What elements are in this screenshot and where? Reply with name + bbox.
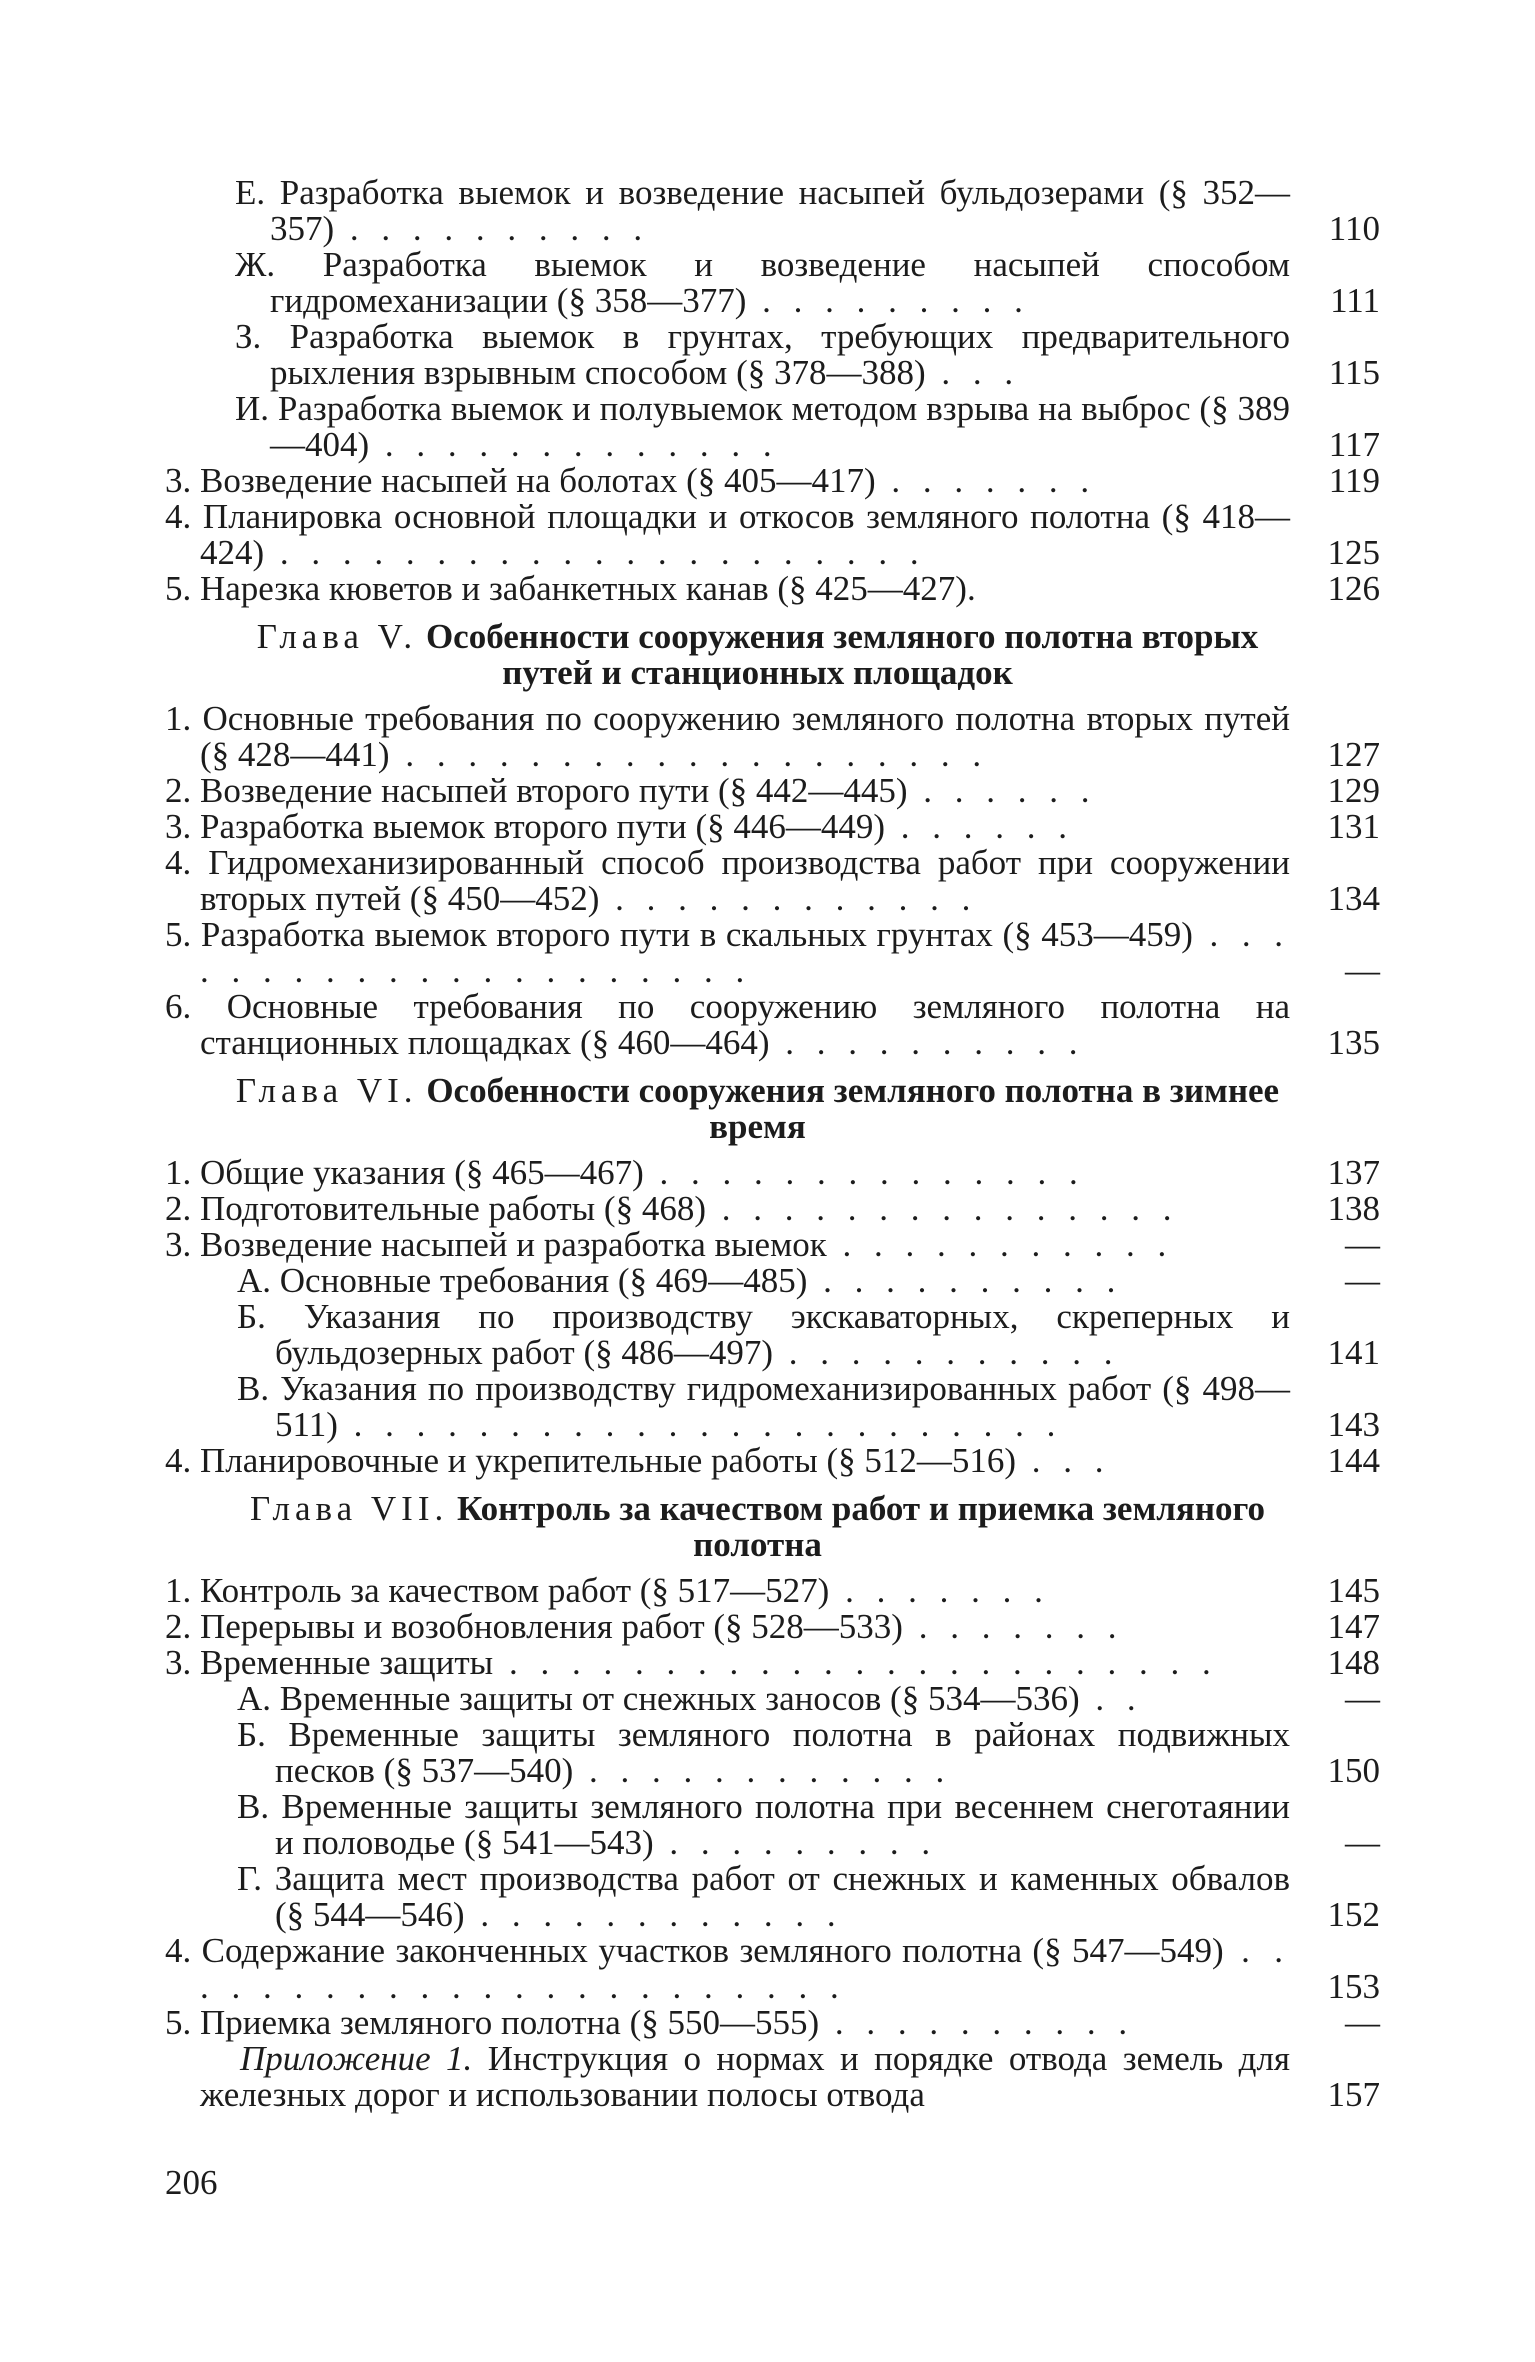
entry-title: 5. Разработка выемок второго пути в скальных грунтах (§ 453—459) [165,915,1193,954]
toc-entry [165,1299,1380,1371]
entry-title: 4. Гидромеханизированный способ производства работ при сооружении вторых путей (§ 450—452) [165,843,1290,918]
entry-page-number: 157 [1327,2075,1380,2114]
leader-dots: . . . . . . . . . . . . . . . . . . . . . [200,915,1291,990]
leader-dots: . . . . . . . . . . . [826,1225,1174,1264]
entry-title: 4. Планировка основной площадки и откосов земляного полотна (§ 418—424) [165,497,1290,572]
entry-page-number: 148 [1327,1643,1380,1682]
entry-title: А. Основные требования (§ 469—485) [237,1261,808,1300]
toc-entry [165,1443,1380,1479]
entry-page-number: 131 [1327,807,1380,846]
entry-page-number: 153 [1327,1967,1380,2006]
chapter-heading [165,1061,1380,1155]
entry-page-number: — [1345,951,1380,990]
toc-entry [165,175,1380,247]
chapter-heading [165,607,1380,701]
leader-dots: . . . . . . . . . . [769,1023,1085,1062]
leader-dots: . . . . . . . . . . . [773,1333,1120,1372]
toc-entry [165,1263,1380,1299]
leader-dots: . . . . . . . . . [746,281,1030,320]
toc-entry [165,1645,1380,1681]
toc-entry [165,1609,1380,1645]
entry-title: 5. Приемка земляного полотна (§ 550—555) [165,2003,820,2042]
entry-title: 4. Содержание законченных участков земляного полотна (§ 547—549) [165,1931,1224,1970]
entry-title: 6. Основные требования по сооружению земляного полотна на станционных площадках (§ 460—464) [165,987,1290,1062]
toc-entry [165,1573,1380,1609]
toc-entry [165,1681,1380,1717]
leader-dots: . . . . . . . . . . . . . . . . . . . . . . . [493,1643,1218,1682]
entry-page-number: 134 [1327,879,1380,918]
entry-title: 4. Планировочные и укрепительные работы (§ 512—516) [165,1441,1017,1480]
entry-page-number: 150 [1327,1751,1380,1790]
entry-title: 5. Нарезка кюветов и забанкетных канав (§ 425—427). [165,569,976,608]
entry-page-number: 137 [1327,1153,1380,1192]
entry-page-number: — [1345,1225,1380,1264]
entry-page-number: 119 [1328,461,1380,500]
entry-title: Б. Указания по производству экскаваторных, скреперных и бульдозерных работ (§ 486—497) [237,1297,1290,1372]
leader-dots: . . [1079,1679,1143,1718]
entry-title: В. Временные защиты земляного полотна при весеннем снеготаянии и половодье (§ 541—543) [237,1787,1290,1862]
chapter-title: Особенности сооружения земляного полотна вторых путей и станционных площадок [425,617,1259,692]
toc-entry [165,1371,1380,1443]
leader-dots: . . . . . . . . . . [819,2003,1135,2042]
leader-dots: . . . . . . . . . . . . . . . . . . . . . . . [337,1405,1063,1444]
leader-dots: . . . . . . . . . . . . [599,879,978,918]
leader-dots: . . . . . . . . . . . . [573,1751,952,1790]
leader-dots: . . . . . . . [875,461,1097,500]
toc-entry [165,1861,1380,1933]
entry-page-number: 143 [1327,1405,1380,1444]
entry-title: 2. Перерывы и возобновления работ (§ 528—533) [165,1607,903,1646]
toc-entry [165,2005,1380,2041]
toc-entry [165,773,1380,809]
chapter-title: Контроль за качеством работ и приемка земляного полотна [457,1489,1266,1564]
entry-page-number: 152 [1327,1895,1380,1934]
toc-entry [165,1717,1380,1789]
chapter-heading [165,1479,1380,1573]
toc-entry [165,391,1380,463]
leader-dots: . . . . . . [907,771,1097,810]
table-of-contents [165,175,1380,2113]
entry-title: Б. Временные защиты земляного полотна в районах подвижных песков (§ 537—540) [237,1715,1290,1790]
toc-entry [165,1155,1380,1191]
toc-entry [165,499,1380,571]
chapter-label: Глава V. [256,617,418,656]
leader-dots: . . . . . . . . . . . . [464,1895,843,1934]
entry-title: 1. Основные требования по сооружению земляного полотна вторых путей (§ 428—441) [165,699,1290,774]
leader-dots: . . . . . . . . . . . . . . . . . . . [389,735,989,774]
toc-entry [165,319,1380,391]
entry-page-number: — [1345,2003,1380,2042]
leader-dots: . . . . . . . . . . . . . . . [705,1189,1179,1228]
entry-title: 3. Возведение насыпей на болотах (§ 405—417) [165,461,876,500]
chapter-label: Глава VII. [249,1489,449,1528]
leader-dots: . . . . . . . . . . . . . [369,425,779,464]
entry-page-number: 110 [1328,209,1380,248]
leader-dots: . . . [925,353,1021,392]
entry-page-number: 115 [1328,353,1380,392]
leader-dots: . . . . . . . . . . . . . . . . . . . . . . . [200,1931,1290,2006]
entry-title: А. Временные защиты от снежных заносов (§ 534—536) [237,1679,1080,1718]
entry-title: 3. Возведение насыпей и разработка выемок [165,1225,827,1264]
entry-page-number: 138 [1327,1189,1380,1228]
entry-title: Ж. Разработка выемок и возведение насыпей способом гидромеханизации (§ 358—377) [235,245,1290,320]
entry-page-number: 147 [1327,1607,1380,1646]
leader-dots: . . . . . . . [902,1607,1124,1646]
leader-dots: . . . [1016,1441,1111,1480]
entry-title: И. Разработка выемок и полувыемок методом взрыва на выброс (§ 389—404) [235,389,1290,464]
entry-title: 2. Подготовительные работы (§ 468) [165,1189,706,1228]
entry-title: 2. Возведение насыпей второго пути (§ 442—445) [165,771,908,810]
leader-dots: . . . . . . . . . . . . . . . . . . . . . [264,533,926,572]
leader-dots: . . . . . . . . . [653,1823,938,1862]
toc-appendix-entry [165,2041,1380,2113]
chapter-title: Особенности сооружения земляного полотна в зимнее время [426,1071,1280,1146]
toc-entry [165,989,1380,1061]
leader-dots: . . . . . . . . . . . . . . [643,1153,1085,1192]
entry-title: В. Указания по производству гидромеханизированных работ (§ 498—511) [237,1369,1290,1444]
entry-page-number: 125 [1327,533,1380,572]
entry-title: Г. Защита мест производства работ от снежных и каменных обвалов (§ 544—546) [237,1859,1290,1934]
toc-entry [165,571,1380,607]
entry-title: Е. Разработка выемок и возведение насыпей бульдозерами (§ 352—357) [235,173,1290,248]
entry-page-number: 126 [1327,569,1380,608]
entry-title: З. Разработка выемок в грунтах, требующих предварительного рыхления взрывным способом (§ 378—388) [235,317,1290,392]
toc-entry [165,1227,1380,1263]
entry-page-number: 135 [1327,1023,1380,1062]
leader-dots: . . . . . . . . . . [334,209,650,248]
entry-title: 3. Временные защиты [165,1643,494,1682]
entry-page-number: 127 [1327,735,1380,774]
entry-page-number: — [1345,1823,1380,1862]
toc-entry [165,809,1380,845]
toc-entry [165,247,1380,319]
leader-dots: . . . . . . [885,807,1075,846]
entry-page-number: 111 [1330,281,1380,320]
entry-page-number: 117 [1328,425,1380,464]
entry-page-number: 129 [1327,771,1380,810]
toc-entry [165,1933,1380,2005]
leader-dots: . . . . . . . . . . [807,1261,1123,1300]
appendix-label: Приложение 1. [240,2039,473,2078]
entry-page-number: 141 [1327,1333,1380,1372]
page-number: 206 [165,2163,218,2202]
toc-entry [165,917,1380,989]
toc-entry [165,463,1380,499]
toc-entry [165,845,1380,917]
entry-page-number: 145 [1327,1571,1380,1610]
toc-entry [165,1789,1380,1861]
entry-page-number: 144 [1327,1441,1380,1480]
entry-page-number: — [1345,1261,1380,1300]
entry-title: 3. Разработка выемок второго пути (§ 446—449) [165,807,886,846]
entry-title: 1. Общие указания (§ 465—467) [165,1153,644,1192]
leader-dots: . . . . . . . [829,1571,1050,1610]
entry-page-number: — [1345,1679,1380,1718]
toc-entry [165,701,1380,773]
chapter-label: Глава VI. [235,1071,418,1110]
toc-entry [165,1191,1380,1227]
entry-title: Инструкция о нормах и порядке отвода земель для железных дорог и использовании полосы отвода [200,2039,1291,2114]
entry-title: 1. Контроль за качеством работ (§ 517—527) [165,1571,830,1610]
